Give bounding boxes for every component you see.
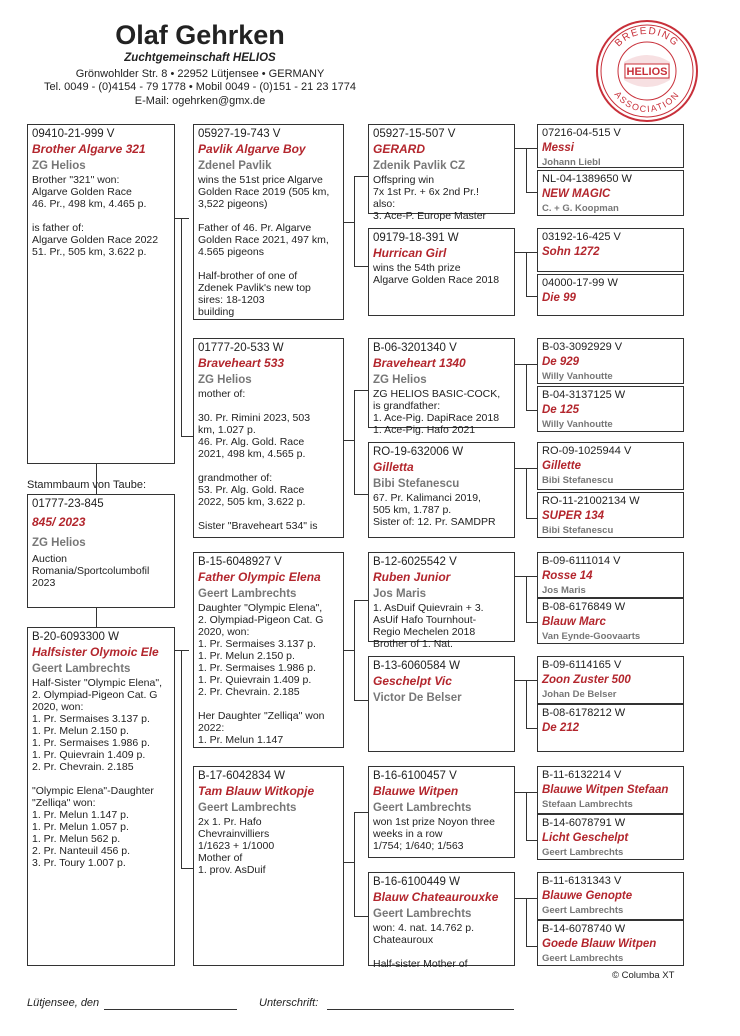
owner-name: Stefaan Lambrechts [542,799,633,810]
place-date-label: Lütjensee, den [27,997,100,1009]
pedigree-card-gen4-9 [537,552,684,598]
owner-name: Zdenik Pavlik CZ [373,160,466,172]
pedigree-card-gen3-7 [368,766,515,858]
pigeon-name: Gilletta [373,460,414,474]
owner-name: Geert Lambrechts [373,802,472,814]
owner-name: Geert Lambrechts [542,905,624,916]
pedigree-card-gen4-7 [537,442,684,490]
owner-name: Geert Lambrechts [373,908,472,920]
pedigree-card-gen4-8 [537,492,684,538]
copyright: © Columba XT [612,970,675,981]
description: Auction Romania/Sportcolumbofil 2023 [32,553,150,589]
pigeon-name: De 929 [542,356,580,368]
pedigree-card-gen4-14 [537,814,684,860]
pedigree-card-gen3-5 [368,552,515,650]
pigeon-name: Blauwe Witpen [373,784,459,798]
pigeon-name: Blauwe Witpen Stefaan [542,784,669,796]
signature-line[interactable] [327,1009,514,1010]
pigeon-name: GERARD [373,142,426,156]
pedigree-card-gen4-16 [537,920,684,966]
ring-number: B-11-6131343 V [542,875,622,887]
ring-number: B-06-3201340 V [373,342,457,354]
pigeon-name: Braveheart 533 [198,356,285,370]
stammbaum-label: Stammbaum von Taube: [27,479,147,491]
place-date-line[interactable] [104,1009,237,1010]
owner-name: Geert Lambrechts [542,953,624,964]
pigeon-name: Zoon Zuster 500 [542,674,631,686]
ring-number: 01777-23-845 [32,498,104,510]
owner-name: Geert Lambrechts [542,847,624,858]
pigeon-name: De 125 [542,404,580,416]
pedigree-card-gen4-12 [537,704,684,752]
owner-name: Bibi Stefanescu [542,475,614,486]
ring-number: B-09-6114165 V [542,659,622,671]
svg-text:BREEDING [613,26,681,49]
pigeon-name: SUPER 134 [542,510,605,522]
ring-number: B-08-6176849 W [542,601,626,613]
owner-name: Jos Maris [542,585,586,596]
pedigree-card-gen4-5 [537,338,684,384]
breeder-email: E-Mail: ogehrken@gmx.de [134,95,266,107]
owner-name: Van Eynde-Goovaarts [542,631,641,642]
pedigree-card-gen3-6 [368,656,515,752]
pigeon-name: Blauwe Genopte [542,890,633,902]
owner-name: Bibi Stefanescu [542,525,614,536]
owner-name: C. + G. Koopman [542,203,619,214]
pigeon-name: Father Olympic Elena [198,570,321,584]
pigeon-name: Die 99 [542,292,576,304]
owner-name: Johann Liebl [542,157,601,168]
owner-name: ZG Helios [198,374,252,386]
ring-number: RO-19-632006 W [373,446,464,458]
pedigree-card-gen3-1 [368,124,515,222]
ring-number: RO-11-21002134 W [542,495,640,507]
ring-number: 05927-15-507 V [373,128,456,140]
ring-number: B-04-3137125 W [542,389,626,401]
ring-number: B-03-3092929 V [542,341,623,353]
ring-number: RO-09-1025944 V [542,445,632,457]
ring-number: B-20-6093300 W [32,631,119,643]
pigeon-name: Brother Algarve 321 [32,142,146,156]
ring-number: 04000-17-99 W [542,277,618,289]
owner-name: Victor De Belser [373,692,462,704]
description: won: 4. nat. 14.762 p. Chateauroux Half-sister Mother of [373,922,474,970]
ring-number: B-14-6078740 W [542,923,626,935]
ring-number: B-11-6132214 V [542,769,622,781]
description: 2x 1. Pr. Hafo Chevrainvilliers 1/1623 + 1/1000 Mother of 1. prov. AsDuif [198,816,275,876]
owner-name: Willy Vanhoutte [542,419,613,430]
helios-logo [594,18,700,124]
description: won 1st prize Noyon three weeks in a row 1/754; 1/640; 1/563 [373,816,495,852]
pedigree-card-gen4-15 [537,872,684,920]
owner-name: ZG Helios [373,374,427,386]
description: Half-Sister "Olympic Elena", 2. Olympiad-Pigeon Cat. G 2020, won: 1. Pr. Sermaises 3.137 p. 1. Pr. Melun 2.150 p. 1. Pr. Sermaises 1.986 p. 1. Pr. Quievrain 1.409 p. 2. Pr. Chevrain. 2.185 "Olympic Elena"-Daughter "Zelliqa" won: 1. Pr. Melun 1.147 p. 1. Pr. Melun 1.057 p. 1. Pr. Melun 562 p. 2. Pr. Nanteuil 456 p. 3. Pr. Toury 1.007 p. [32,677,162,869]
pedigree-card-gen4-4 [537,274,684,316]
ring-number: NL-04-1389650 W [542,173,632,185]
breeder-subtitle: Zuchtgemeinschaft HELIOS [124,52,276,64]
ring-number: 07216-04-515 V [542,127,621,139]
pedigree-card-gen4-2 [537,170,684,216]
pedigree-card-gen3-4 [368,442,515,538]
owner-name: Zdenel Pavlik [198,160,272,172]
ring-number: 01777-20-533 W [198,342,284,354]
owner-name: Geert Lambrechts [32,663,131,675]
logo-bottom-text: ASSOCIATION [612,89,682,115]
pigeon-name: Blauw Chateaurouxke [373,890,499,904]
ring-number: B-17-6042834 W [198,770,285,782]
logo-top-text: BREEDING [613,25,681,50]
ring-number: B-15-6048927 V [198,556,282,568]
pedigree-card-gen3-3 [368,338,515,436]
breeder-address: Grönwohlder Str. 8 • 22952 Lütjensee • GERMANY [75,68,325,80]
pedigree-card-gen4-6 [537,386,684,432]
ring-number: 09179-18-391 W [373,232,459,244]
pedigree-card-gen2-1 [193,124,344,320]
pigeon-name: Ruben Junior [373,570,451,584]
pigeon-name: Geschelpt Vic [373,674,452,688]
description: Daughter "Olympic Elena", 2. Olympiad-Pigeon Cat. G 2020, won: 1. Pr. Sermaises 3.137 p. 1. Pr. Melun 2.150 p. 1. Pr. Sermaises 1.986 p. 1. Pr. Quievrain 1.409 p. 2. Pr. Chevrain. 2.185 Her Daughter "Zelliqa" won 2022: 1. Pr. Melun 1.147 [198,602,325,746]
owner-name: ZG Helios [32,537,86,549]
pedigree-card-gen4-3 [537,228,684,272]
ring-number: B-16-6100457 V [373,770,457,782]
pigeon-name: De 212 [542,722,580,734]
breeder-phone: Tel. 0049 - (0)4154 - 79 1778 • Mobil 0049 - (0)151 - 21 23 1774 [43,81,357,93]
description: mother of: 30. Pr. Rimini 2023, 503 km, 1.027 p. 46. Pr. Alg. Gold. Race 2021, 498 km, 4.565 p. grandmother of: 53. Pr. Alg. Gold. Race 2022, 505 km, 3.622 p. Sister "Braveheart 534" is [198,388,318,532]
logo-center-text: HELIOS [626,66,668,78]
ring-number: B-12-6025542 V [373,556,457,568]
pigeon-name: Hurrican Girl [373,246,447,260]
ring-number: B-16-6100449 W [373,876,460,888]
pigeon-name: Rosse 14 [542,570,593,582]
description: Offspring win 7x 1st Pr. + 6x 2nd Pr.! also: 3. Ace-P. Europe Master [373,174,487,222]
description: wins the 54th prize Algarve Golden Race 2018 [373,262,500,286]
signature-label: Unterschrift: [259,997,319,1009]
pigeon-name: Braveheart 1340 [373,356,466,370]
owner-name: Bibi Stefanescu [373,478,460,490]
pedigree-card-gen4-1 [537,124,684,168]
pigeon-name: Messi [542,142,574,154]
pigeon-name: 845/ 2023 [32,515,86,529]
owner-name: Geert Lambrechts [198,588,297,600]
pigeon-name: Halfsister Olymoic Ele [32,645,159,659]
pedigree-card-gen3-2 [368,228,515,316]
ring-number: B-09-6111014 V [542,555,621,567]
ring-number: 05927-19-743 V [198,128,281,140]
pigeon-name: Sohn 1272 [542,246,600,258]
pedigree-card-gen2-4 [193,766,344,966]
pedigree-card-gen4-11 [537,656,684,704]
pedigree-card-subject [27,494,175,608]
ring-number: 09410-21-999 V [32,128,115,140]
pigeon-name: Tam Blauw Witkopje [198,784,315,798]
description: Brother "321" won: Algarve Golden Race 46. Pr., 498 km, 4.465 p. is father of: Algarve Golden Race 2022 51. Pr., 505 km, 3.622 p. [32,174,159,258]
ring-number: B-13-6060584 W [373,660,460,672]
pigeon-name: Gillette [542,460,581,472]
description: wins the 51st price Algarve Golden Race 2019 (505 km, 3,522 pigeons) Father of 46. Pr. Algarve Golden Race 2021, 497 km, 4.565 pigeons Half-brother of one of Zdenek Pavlik's new top sires: 18-1203 building [198,174,330,318]
owner-name: ZG Helios [32,160,86,172]
pedigree-card-gen3-8 [368,872,515,970]
description: 1. AsDuif Quievrain + 3. AsUif Hafo Tournhout- Regio Mechelen 2018 Brother of 1. Nat. [373,602,484,650]
ring-number: B-08-6178212 W [542,707,626,719]
owner-name: Jos Maris [373,588,427,600]
pedigree-card-gen2-3 [193,552,344,748]
pigeon-name: Goede Blauw Witpen [542,938,657,950]
owner-name: Willy Vanhoutte [542,371,613,382]
breeder-name: Olaf Gehrken [115,20,285,50]
pedigree-card-gen4-13 [537,766,684,814]
pedigree-card-gen2-2 [193,338,344,538]
description: 67. Pr. Kalimanci 2019, 505 km, 1.787 p. Sister of: 12. Pr. SAMDPR [373,492,496,528]
ring-number: B-14-6078791 W [542,817,626,829]
pigeon-name: Licht Geschelpt [542,832,629,844]
pedigree-card-mother [27,627,175,966]
pigeon-name: Blauw Marc [542,616,606,628]
pigeon-name: NEW MAGIC [542,188,611,200]
pedigree-card-father [27,124,175,464]
ring-number: 03192-16-425 V [542,231,621,243]
description: ZG HELIOS BASIC-COCK, is grandfather: 1. Ace-Pig. DapiRace 2018 1. Ace-Pig. Hafo 2021 [373,388,501,436]
owner-name: Geert Lambrechts [198,802,297,814]
owner-name: Johan De Belser [542,689,617,700]
pedigree-card-gen4-10 [537,598,684,644]
pigeon-name: Pavlik Algarve Boy [198,142,306,156]
